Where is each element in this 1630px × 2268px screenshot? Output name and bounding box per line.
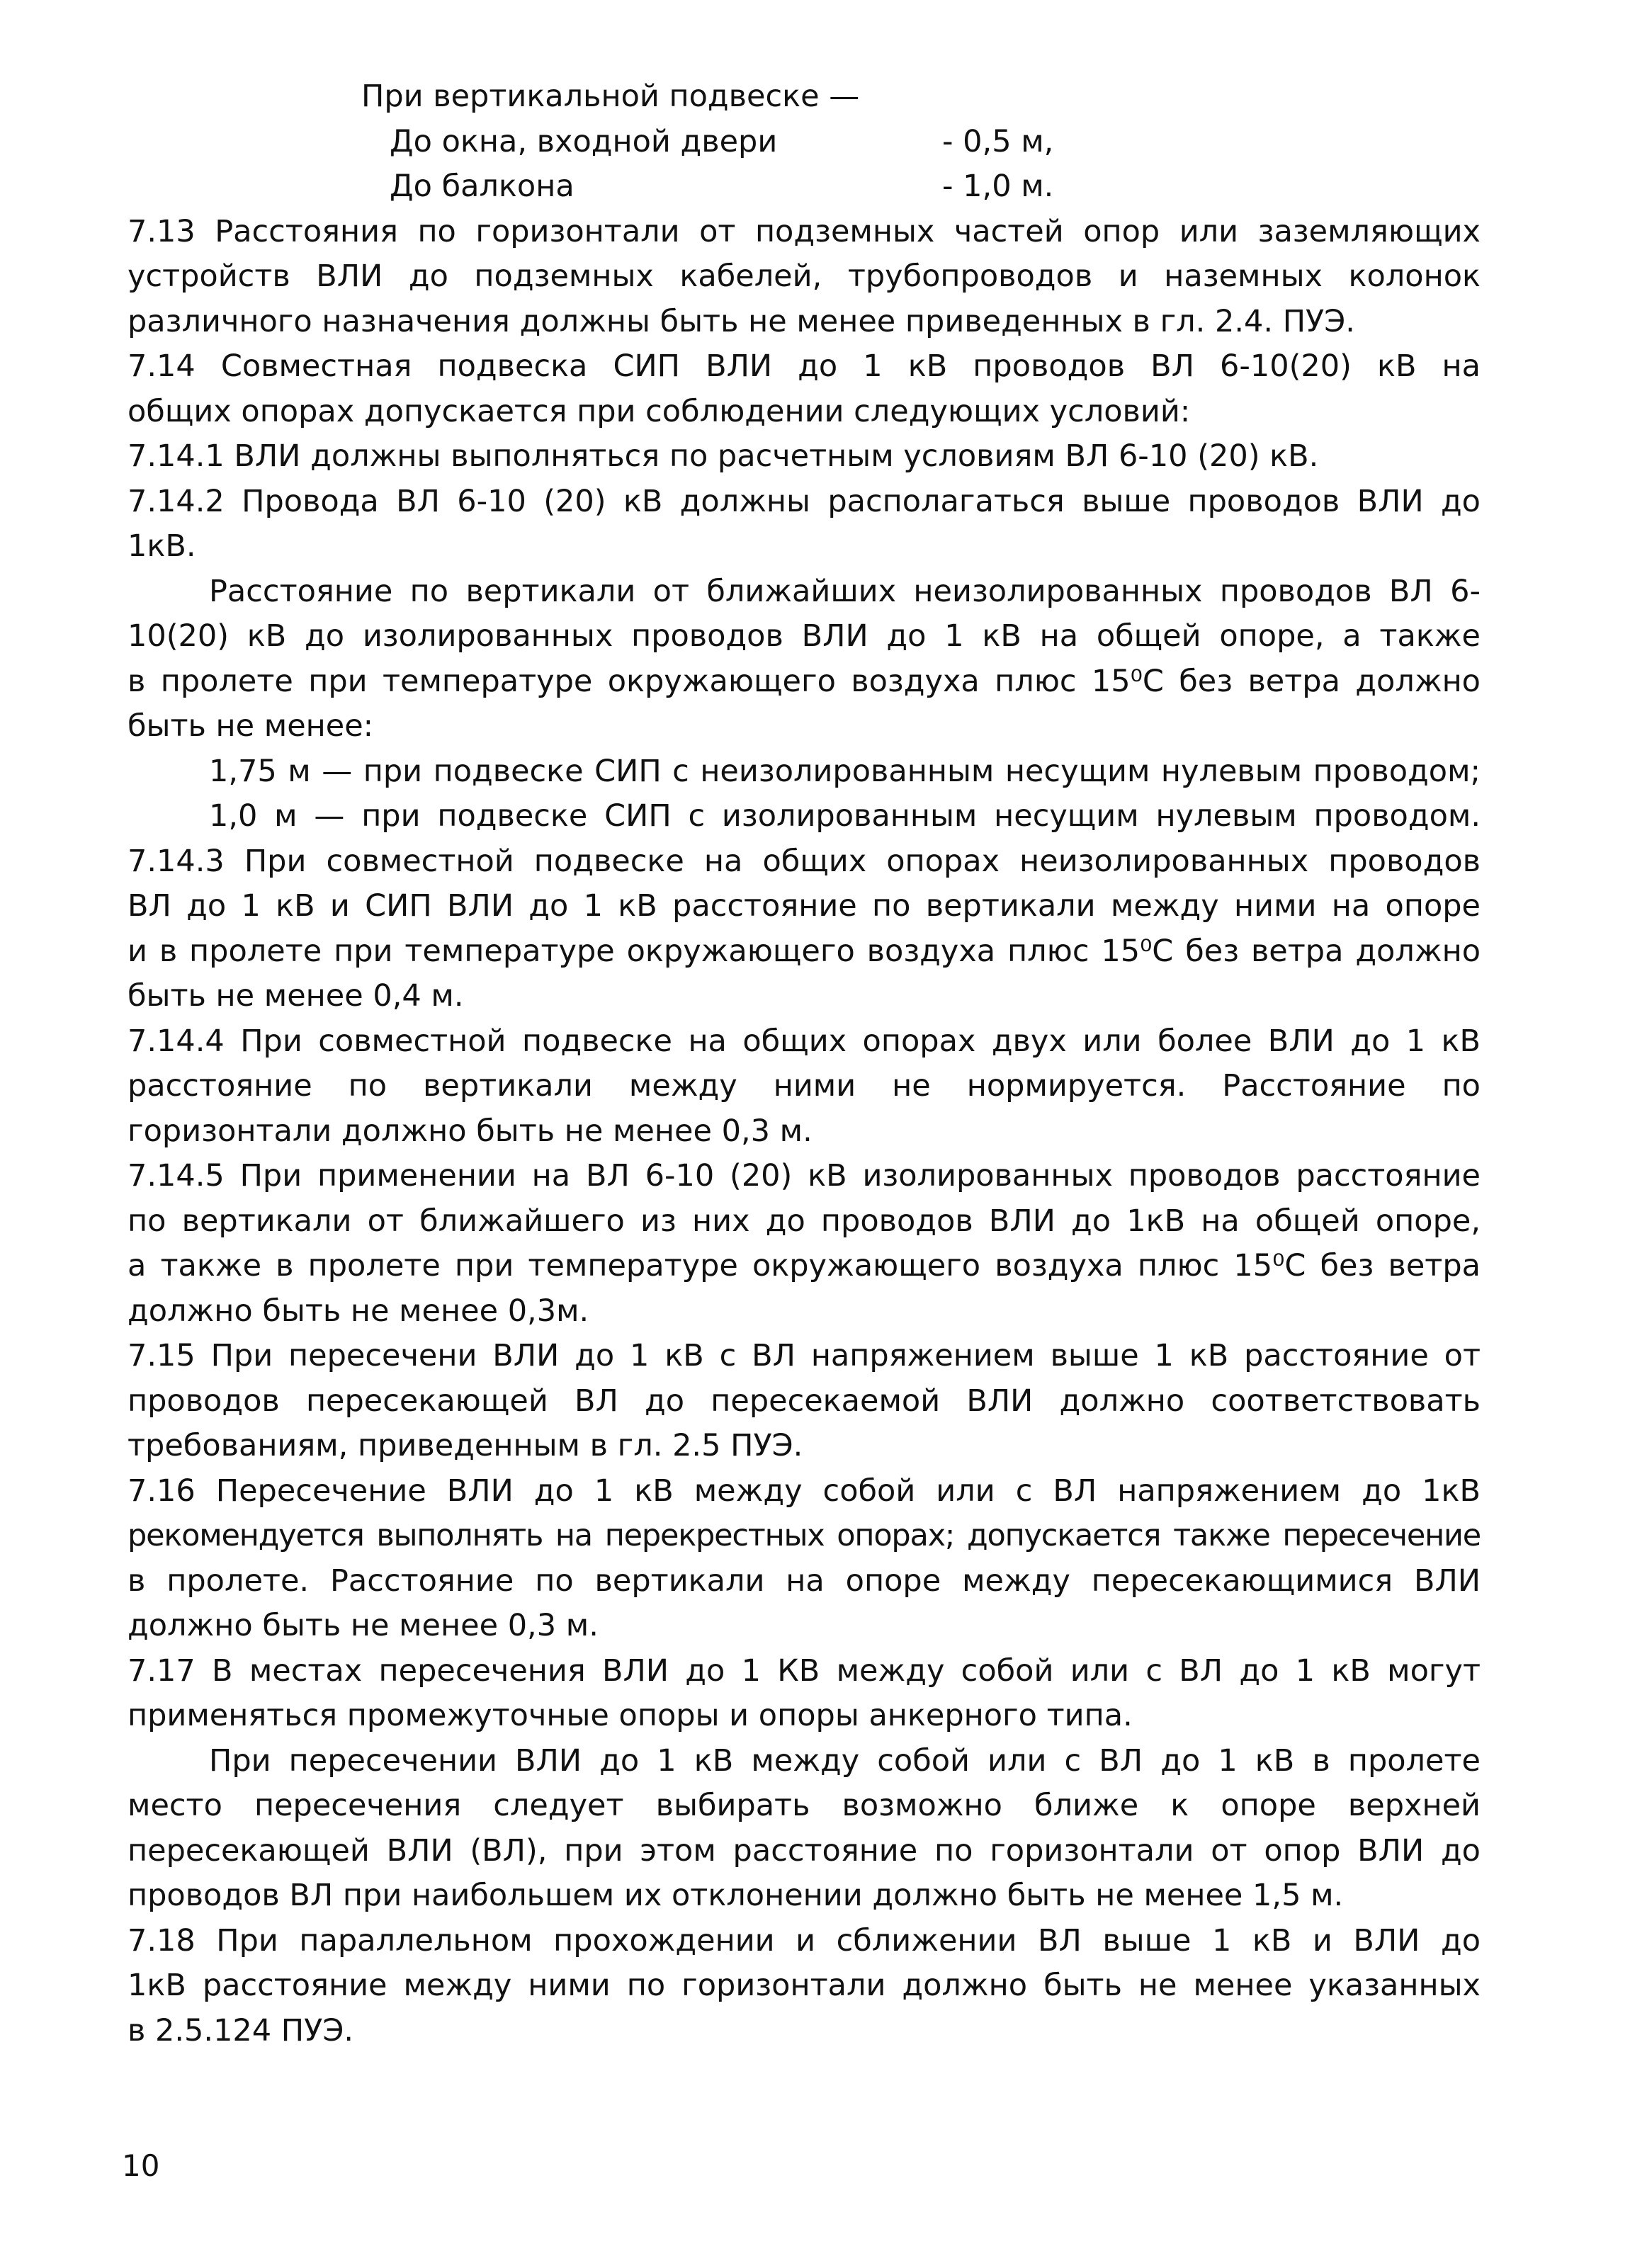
vertical-suspension-title: При вертикальной подвеске —: [361, 79, 860, 114]
section-7-14-2: [128, 480, 1481, 569]
section-7-17: [128, 1649, 1481, 1739]
text-line: устройств ВЛИ до подземных кабелей, трубопроводов и наземных колонок: [128, 259, 1481, 294]
text-line: должно быть не менее 0,3 м.: [128, 1608, 599, 1643]
distance-list: [128, 749, 1481, 839]
text-line: 7.14 Совместная подвеска СИП ВЛИ до 1 кВ проводов ВЛ 6-10(20) кВ на: [128, 348, 1481, 384]
text-line: 7.18 При параллельном прохождении и сближении ВЛ выше 1 кВ и ВЛИ до: [128, 1922, 1481, 1958]
section-7-15: [128, 1334, 1481, 1469]
paragraph-crossing: [128, 1739, 1481, 1919]
text-line: 1кВ.: [128, 528, 196, 564]
clearance-label: До окна, входной двери: [390, 123, 778, 159]
text-line: проводов пересекающей ВЛ до пересекаемой ВЛИ должно соответствовать: [128, 1383, 1481, 1419]
text-line: рекомендуется выполнять на перекрестных опорах; допускается также пересечение: [128, 1518, 1481, 1553]
text-line: 7.17 В местах пересечения ВЛИ до 1 КВ между собой или с ВЛ до 1 кВ могут: [128, 1652, 1481, 1689]
text-line: должно быть не менее 0,3м.: [128, 1293, 589, 1329]
text-line: 7.14.1 ВЛИ должны выполняться по расчетным условиям ВЛ 6-10 (20) кВ.: [128, 438, 1319, 474]
section-7-14-3: [128, 839, 1481, 1019]
page-number: 10: [122, 2148, 160, 2183]
text-line: 7.13 Расстояния по горизонтали от подземных частей опор или заземляющих: [128, 213, 1481, 249]
clearance-value: - 0,5 м,: [942, 123, 1054, 159]
text-line: 7.14.3 При совместной подвеске на общих опорах неизолированных проводов: [128, 843, 1481, 879]
text-line: и в пролете при температуре окружающего воздуха плюс 15⁰С без ветра должно: [128, 933, 1481, 969]
text-line: Расстояние по вертикали от ближайших неизолированных проводов ВЛ 6-: [209, 573, 1481, 609]
section-7-18: [128, 1919, 1481, 2054]
clearance-row-balcony: [128, 164, 1481, 210]
text-line: быть не менее 0,4 м.: [128, 978, 464, 1014]
document-page: [128, 74, 1481, 2053]
text-line: а также в пролете при температуре окружающего воздуха плюс 15⁰С без ветра: [128, 1248, 1481, 1283]
text-line: ВЛ до 1 кВ и СИП ВЛИ до 1 кВ расстояние по вертикали между ними на опоре: [128, 888, 1481, 924]
text-line: 7.15 При пересечени ВЛИ до 1 кВ с ВЛ напряжением выше 1 кВ расстояние от: [128, 1338, 1481, 1373]
text-line: место пересечения следует выбирать возможно ближе к опоре верхней: [128, 1788, 1481, 1823]
text-line: 7.14.5 При применении на ВЛ 6-10 (20) кВ изолированных проводов расстояние: [128, 1158, 1481, 1193]
section-7-14-4: [128, 1019, 1481, 1155]
clearance-row-window: [128, 120, 1481, 165]
text-line: общих опорах допускается при соблюдении следующих условий:: [128, 393, 1191, 429]
clearance-label: До балкона: [390, 169, 575, 204]
text-line: проводов ВЛ при наибольшем их отклонении должно быть не менее 1,5 м.: [128, 1878, 1344, 1913]
text-line: горизонтали должно быть не менее 0,3 м.: [128, 1113, 813, 1149]
section-7-14-5: [128, 1154, 1481, 1334]
text-line: 10(20) кВ до изолированных проводов ВЛИ до 1 кВ на общей опоре, а также: [128, 618, 1481, 654]
section-7-16: [128, 1469, 1481, 1649]
text-line: быть не менее:: [128, 708, 374, 744]
section-7-14-1: [128, 434, 1481, 480]
text-line: 7.14.2 Провода ВЛ 6-10 (20) кВ должны располагаться выше проводов ВЛИ до: [128, 483, 1481, 519]
text-line: 7.16 Пересечение ВЛИ до 1 кВ между собой или с ВЛ напряжением до 1кВ: [128, 1473, 1481, 1509]
text-line: требованиям, приведенным в гл. 2.5 ПУЭ.: [128, 1428, 803, 1463]
text-line: применяться промежуточные опоры и опоры анкерного типа.: [128, 1698, 1133, 1733]
paragraph-vertical-distance: [128, 569, 1481, 749]
vertical-suspension-block: [128, 74, 1481, 210]
text-line: различного назначения должны быть не менее приведенных в гл. 2.4. ПУЭ.: [128, 303, 1355, 339]
text-line: При пересечении ВЛИ до 1 кВ между собой или с ВЛ до 1 кВ в пролете: [209, 1742, 1481, 1779]
text-line: 1кВ расстояние между ними по горизонтали должно быть не менее указанных: [128, 1968, 1481, 2003]
text-line: по вертикали от ближайшего из них до проводов ВЛИ до 1кВ на общей опоре,: [128, 1203, 1481, 1239]
text-line: расстояние по вертикали между ними не нормируется. Расстояние по: [128, 1068, 1481, 1104]
text-line: в 2.5.124 ПУЭ.: [128, 2012, 354, 2048]
list-item: 1,0 м — при подвеске СИП с изолированным несущим нулевым проводом.: [209, 798, 1481, 834]
section-7-13: [128, 210, 1481, 345]
text-line: пересекающей ВЛИ (ВЛ), при этом расстояние по горизонтали от опор ВЛИ до: [128, 1832, 1481, 1869]
text-line: 7.14.4 При совместной подвеске на общих опорах двух или более ВЛИ до 1 кВ: [128, 1023, 1481, 1059]
text-line: в пролете при температуре окружающего воздуха плюс 15⁰С без ветра должно: [128, 663, 1481, 699]
section-7-14: [128, 344, 1481, 434]
clearance-value: - 1,0 м.: [942, 169, 1054, 204]
list-item: 1,75 м — при подвеске СИП с неизолированным несущим нулевым проводом;: [209, 753, 1481, 789]
text-line: в пролете. Расстояние по вертикали на опоре между пересекающимися ВЛИ: [128, 1563, 1481, 1599]
